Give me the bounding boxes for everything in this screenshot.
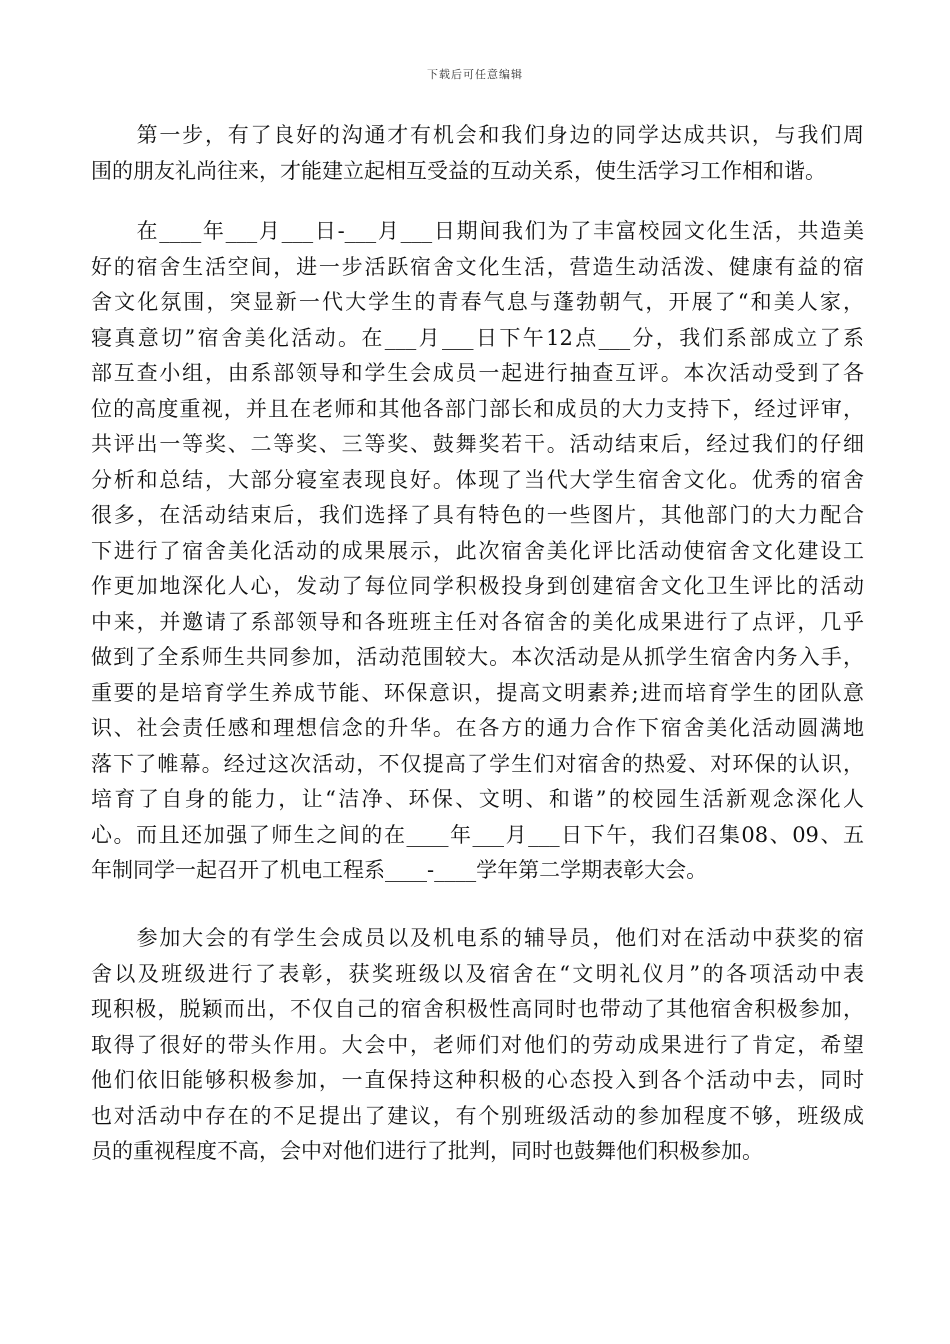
paragraph-line: 下进行了宿舍美化活动的成果展示，此次宿舍美化评比活动使宿舍文化建设工 (91, 538, 864, 563)
paragraph-2 (91, 214, 864, 889)
paragraph-line: 现积极，脱颖而出，不仅自己的宿舍积极性高同时也带动了其他宿舍积极参加， (91, 997, 864, 1021)
paragraph-line: 也对活动中存在的不足提出了建议，有个别班级活动的参加程度不够，班级成 (91, 1103, 864, 1128)
paragraph-line: 很多，在活动结束后，我们选择了具有特色的一些图片，其他部门的大力配合 (91, 503, 864, 527)
paragraph-line: 第一步，有了良好的沟通才有机会和我们身边的同学达成共识，与我们周 (91, 123, 864, 147)
paragraph-line: 好的宿舍生活空间，进一步活跃宿舍文化生活，营造生动活泼、健康有益的宿 (91, 254, 864, 279)
paragraph-line: 员的重视程度不高，会中对他们进行了批判，同时也鼓舞他们积极参加。 (91, 1139, 763, 1163)
paragraph-line: 舍文化氛围，突显新一代大学生的青春气息与蓬勃朝气，开展了“和美人家， (91, 290, 864, 314)
paragraph-line: 他们依旧能够积极参加，一直保持这种积极的心态投入到各个活动中去，同时 (91, 1068, 864, 1092)
paragraph-line: 年制同学一起召开了机电工程系____-____学年第二学期表彰大会。 (91, 858, 708, 882)
paragraph-line: 在____年___月___日-___月___日期间我们为了丰富校园文化生活，共造美 (91, 219, 864, 243)
paragraph-line: 分析和总结，大部分寝室表现良好。体现了当代大学生宿舍文化。优秀的宿舍 (91, 467, 864, 492)
paragraph-line: 重要的是培育学生养成节能、环保意识，提高文明素养;进而培育学生的团队意 (91, 680, 864, 705)
paragraph-line: 作更加地深化人心，发动了每位同学积极投身到创建宿舍文化卫生评比的活动 (91, 574, 864, 598)
paragraph-line: 部互查小组，由系部领导和学生会成员一起进行抽查互评。本次活动受到了各 (91, 361, 864, 385)
paragraph-line: 中来，并邀请了系部领导和各班班主任对各宿舍的美化成果进行了点评，几乎 (91, 609, 864, 634)
paragraph-line: 识、社会责任感和理想信念的升华。在各方的通力合作下宿舍美化活动圆满地 (91, 716, 864, 740)
paragraph-line: 寝真意切”宿舍美化活动。在___月___日下午12点___分，我们系部成立了系 (91, 325, 864, 350)
paragraph-line: 位的高度重视，并且在老师和其他各部门部长和成员的大力支持下，经过评审， (91, 396, 864, 421)
paragraph-line: 心。而且还加强了师生之间的在____年___月___日下午，我们召集08、09、五 (91, 822, 864, 847)
paragraph-line: 舍以及班级进行了表彰，获奖班级以及宿舍在“文明礼仪月”的各项活动中表 (91, 961, 864, 986)
paragraph-line: 取得了很好的带头作用。大会中，老师们对他们的劳动成果进行了肯定，希望 (91, 1032, 864, 1057)
paragraph-line: 做到了全系师生共同参加，活动范围较大。本次活动是从抓学生宿舍内务入手， (91, 645, 864, 669)
paragraph-3 (91, 921, 864, 1170)
paragraph-line: 围的朋友礼尚往来，才能建立起相互受益的互动关系，使生活学习工作相和谐。 (91, 158, 826, 183)
paragraph-line: 参加大会的有学生会成员以及机电系的辅导员，他们对在活动中获奖的宿 (91, 926, 864, 950)
paragraph-1 (91, 118, 864, 189)
page-header-note: 下载后可任意编辑 (427, 68, 523, 81)
paragraph-line: 共评出一等奖、二等奖、三等奖、鼓舞奖若干。活动结束后，经过我们的仔细 (91, 432, 864, 456)
paragraph-line: 落下了帷幕。经过这次活动，不仅提高了学生们对宿舍的热爱、对环保的认识， (91, 751, 864, 776)
paragraph-line: 培育了自身的能力，让“洁净、环保、文明、和谐”的校园生活新观念深化人 (91, 787, 864, 811)
